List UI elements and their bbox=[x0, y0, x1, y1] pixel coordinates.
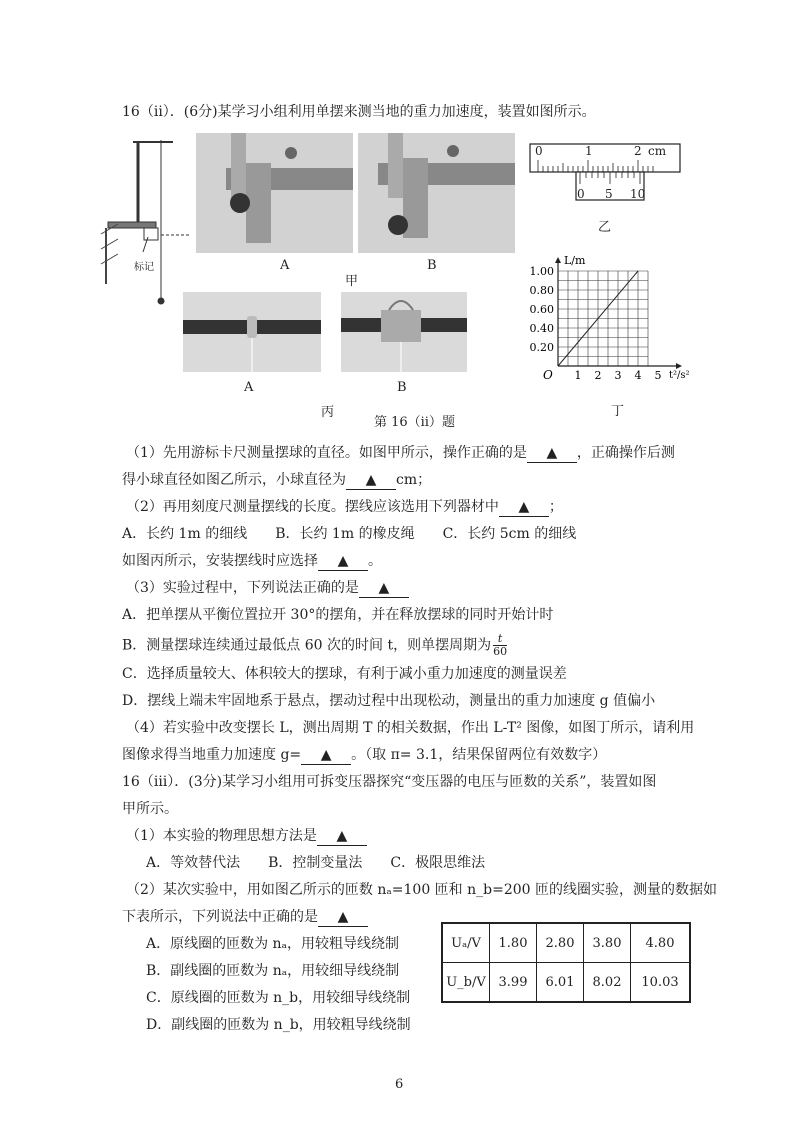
fraction-t-over-60: $\frac{t}{60}$ bbox=[493, 632, 508, 658]
q16iii-option-d: D．副线圈的匝数为 n_b，用较粗导线绕制 bbox=[146, 1017, 411, 1033]
page-number: 6 bbox=[395, 1077, 404, 1092]
y-tick-label: 0.60 bbox=[530, 303, 554, 316]
jia-label-a: A bbox=[280, 258, 290, 273]
table-cell: 3.80 bbox=[584, 923, 631, 963]
q16iii-option-c: C．原线圈的匝数为 n_b，用较细导线绕制 bbox=[146, 990, 411, 1006]
q16iii-p1: （1）本实验的物理思想方法是 ▲ bbox=[126, 827, 367, 846]
p4-line2: 图像求得当地重力加速度 g= ▲ 。（取 π= 3.1，结果保留两位有效数字） bbox=[122, 747, 607, 763]
caliper-photo-a bbox=[196, 133, 353, 253]
q16iii-option-a: A．原线圈的匝数为 nₐ，用较粗导线绕制 bbox=[146, 936, 399, 952]
scale-num-0: 0 bbox=[535, 144, 543, 158]
yi-caption: 乙 bbox=[598, 220, 612, 235]
y-tick-label: 0.20 bbox=[530, 341, 554, 354]
p4-line1: （4）若实验中改变摆长 L，测出周期 T 的相关数据，作出 L-T² 图像，如图丁所示，请利用 bbox=[126, 720, 695, 736]
row-label: Uₐ/V bbox=[442, 923, 490, 963]
table-cell: 1.80 bbox=[490, 923, 537, 963]
ding-caption: 丁 bbox=[611, 404, 625, 419]
scale-num-2: 2 bbox=[634, 144, 642, 158]
scale-num-1: 1 bbox=[585, 144, 593, 158]
table-cell: 6.01 bbox=[537, 963, 584, 1003]
vernier-num-10: 10 bbox=[630, 187, 646, 201]
vernier-num-0: 0 bbox=[577, 187, 585, 201]
table-cell: 4.80 bbox=[631, 923, 691, 963]
q16iii-p2-line2: 下表所示，下列说法中正确的是 ▲ bbox=[122, 908, 368, 927]
mark-label: 标记 bbox=[134, 262, 154, 273]
bing-caption: 丙 bbox=[321, 405, 335, 420]
table-cell: 2.80 bbox=[537, 923, 584, 963]
q16iii-p1-options: A．等效替代法 B．控制变量法 C．极限思维法 bbox=[146, 855, 486, 871]
p3-line1: （3）实验过程中，下列说法正确的是 ▲ bbox=[126, 579, 409, 598]
x-axis-label: t²/s² bbox=[669, 370, 690, 381]
y-tick-label: 0.80 bbox=[530, 284, 554, 297]
voltage-table bbox=[441, 922, 691, 1003]
q16iii-heading-1: 16（ⅲ）．(3分)某学习小组用可拆变压器探究“变压器的电压与匝数的关系”，装置如图 bbox=[122, 774, 657, 790]
bing-label-a: A bbox=[244, 380, 254, 395]
x-axis-arrow bbox=[676, 363, 682, 369]
y-axis-label: L/m bbox=[564, 254, 586, 267]
jia-label-b: B bbox=[427, 258, 437, 273]
table-cell: 8.02 bbox=[584, 963, 631, 1003]
p2-options: A．长约 1m 的细线 B．长约 1m 的橡皮绳 C．长约 5cm 的细线 bbox=[122, 526, 577, 542]
y-tick-label: 0.40 bbox=[530, 322, 554, 335]
p1-line2: 得小球直径如图乙所示，小球直径为 ▲ cm； bbox=[122, 472, 432, 488]
q16iii-option-b: B．副线圈的匝数为 nₐ，用较细导线绕制 bbox=[146, 963, 400, 979]
table-cell: 3.99 bbox=[490, 963, 537, 1003]
figure-caption: 第 16（ⅱ）题 bbox=[374, 415, 455, 430]
p1-line1: （1）先用游标卡尺测量摆球的直径。如图甲所示，操作正确的是 ▲ ，正确操作后测 bbox=[126, 445, 675, 461]
scale-unit: cm bbox=[648, 144, 667, 158]
l-t2-chart bbox=[530, 252, 700, 392]
jia-caption: 甲 bbox=[345, 274, 359, 289]
p2-line3: 如图丙所示，安装摆线时应选择 ▲ 。 bbox=[122, 553, 382, 569]
y-axis-arrow bbox=[555, 257, 561, 263]
q16iii-p2-line1: （2）某次实验中，用如图乙所示的匝数 nₐ=100 匝和 n_b=200 匝的线圈实验，测量的数据如 bbox=[126, 882, 718, 898]
q16iii-heading-2: 甲所示。 bbox=[122, 801, 178, 817]
thread-photo-b bbox=[341, 292, 467, 372]
p3-option-d: D．摆线上端未牢固地系于悬点，摆动过程中出现松动，测量出的重力加速度 g 值偏小 bbox=[122, 693, 656, 709]
x-tick-label: 4 bbox=[634, 369, 642, 382]
thread-photo-a bbox=[183, 292, 321, 372]
p2-line1: （2）再用刻度尺测量摆线的长度。摆线应该选用下列器材中 ▲ ； bbox=[126, 499, 563, 515]
table-cell: 10.03 bbox=[631, 963, 691, 1003]
x-tick-label: 1 bbox=[574, 369, 582, 382]
table-row bbox=[442, 963, 690, 1003]
x-tick-label: 2 bbox=[594, 369, 602, 382]
origin-label: O bbox=[543, 368, 553, 382]
row-label: U_b/V bbox=[442, 963, 490, 1003]
p3-option-a: A．把单摆从平衡位置拉开 30°的摆角，并在释放摆球的同时开始计时 bbox=[122, 607, 554, 623]
caliper-photo-b bbox=[358, 133, 515, 253]
y-tick-label: 1.00 bbox=[530, 265, 554, 278]
x-tick-label: 3 bbox=[614, 369, 622, 382]
pendulum-apparatus bbox=[98, 134, 193, 309]
q16ii-heading: 16（ⅱ）．(6分)某学习小组利用单摆来测当地的重力加速度，装置如图所示。 bbox=[122, 104, 596, 120]
bing-label-b: B bbox=[397, 380, 407, 395]
vernier-num-5: 5 bbox=[605, 187, 613, 201]
p3-option-c: C．选择质量较大、体积较大的摆球，有利于减小重力加速度的测量误差 bbox=[122, 666, 567, 682]
p3-option-b: B．测量摆球连续通过最低点 60 次的时间 t，则单摆周期为 $\frac{t}{60}$ bbox=[122, 632, 508, 658]
x-tick-label: 5 bbox=[654, 369, 662, 382]
table-row bbox=[442, 923, 690, 963]
